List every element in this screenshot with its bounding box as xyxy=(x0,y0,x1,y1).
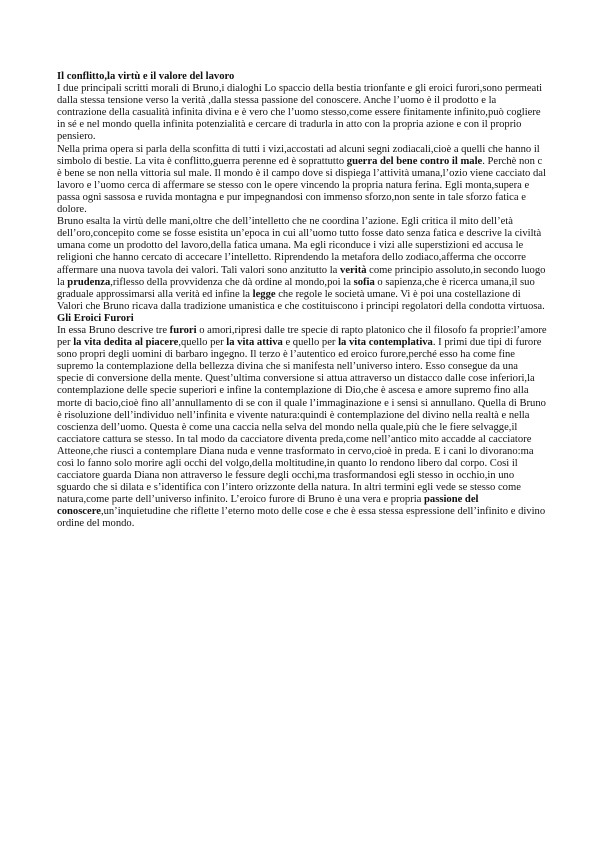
bold-run: furori xyxy=(169,324,197,336)
bold-run: la vita attiva xyxy=(226,337,283,349)
bold-run: legge xyxy=(252,288,276,300)
paragraph-intro: I due principali scritti morali di Bruno,i dialoghi Lo spaccio della bestia trionfante e gli eroici furori,sono permeati dalla stessa tensione verso la verità ,dalla stessa passione del conoscere. Anche l’uomo è il prodotto e la contrazione della casualità infinita divina e è vero che l’uomo stesso,come essere finitamente infinito,può cogliere in sé e nel mondo quella infinita potenzialità e cercare di tradurla in atto con la propria azione e con il proprio pensiero. xyxy=(57,83,543,143)
text-run: . I primi due tipi di furore sono propri degli uomini di barbaro ingegno. Il terzo è l’autentico ed eroico furore,perché esso ha come fine supremo la contemplazione della bellezza divina che si manifesta nell’universo intero. Esso consegue da una specie di conversione della mente. Quest’ultima conversione si attua attraverso un distacco dalle cose inferiori,la contemplazione delle specie superiori e infine la contemplazione di Dio,che è ascesa e amore supremo fino alla morte di bacio,cioè fino all’annullamento di se con il quale l’immaginazione e i sensi si annullano. Quella di Bruno è risoluzione dell’individuo nell’infinita e vivente natura:quindi è contemplazione del divino nella realtà e nella coscienza dell’uomo. Questa è come una caccia nella selva del mondo nella quale,più che le fiere selvagge,il cacciatore cattura se stesso. In tal modo da cacciatore diventa preda,come nell’antico mito accadde al cacciatore Atteone,che riuscì a contemplare Diana nuda e venne trasformato in cervo,cioè in preda. E i cani lo divorano:ma così lo fanno solo morire agli occhi del volgo,della moltitudine,in quanto lo rendono libero dal corpo. Così il cacciatore guarda Diana non attraverso le fessure degli occhi,ma trasformandosi egli stesso in occhio,in uno sguardo che si dilata e s’identifica con l’intero orizzonte della natura. In altri termini egli vede se stesso come natura,come parte dell’universo infinito. L’eroico furore di Bruno è una vera e propria xyxy=(57,337,546,506)
section-title-eroici-furori: Gli Eroici Furori xyxy=(57,312,134,324)
bold-run: passione del conoscere xyxy=(57,494,479,518)
text-run: . Perchè non c è bene se non nella vittoria sul male. Il mondo è il campo dove si dispiega l’attività umana,l’ozio viene cacciato dal lavoro e l’uomo cerca di affermare se stesso con le opere vincendo la propria natura ferina. Egli monta,supera e passa ogni sassosa e ruvida montagna e pur impegnandosi con immenso sforzo,non sente in tale sforzo fatica e dolore. xyxy=(57,155,546,216)
bold-run: guerra del bene contro il male xyxy=(346,155,483,167)
bold-run: sofia xyxy=(353,276,375,288)
text-run: In essa Bruno descrive tre xyxy=(57,324,170,336)
paragraph-furori xyxy=(57,325,547,531)
bold-run: prudenza xyxy=(67,276,111,288)
paragraph-spaccio xyxy=(57,144,547,217)
text-run: ,un’inquietudine che riflette l’eterno moto delle cose e che è essa stessa espressione dell’infinito e divino ordine del mondo. xyxy=(57,506,546,530)
text-run: o sapienza,che è ricerca umana,il suo graduale approssimarsi alla verità ed infine la xyxy=(57,276,535,300)
text-run: che regole le società umane. Vi è poi una costellazione di Valori che Bruno ricava dalla tradizione umanistica e che costituiscono i principi regolatori della condotta virtuosa. xyxy=(57,288,545,312)
text-run: e quello per xyxy=(282,337,339,349)
paragraph-valori xyxy=(57,216,547,313)
text-run: ,riflesso della provvidenza che dà ordine al mondo,poi la xyxy=(110,276,354,288)
text-run: Nella prima opera si parla della sconfitta di tutti i vizi,accostati ad alcuni segni zodiacali,cioè a quelli che hanno il simbolo di bestie. La vita è conflitto,guerra perenne ed è soprattutto xyxy=(57,143,540,167)
bold-run: la vita contemplativa xyxy=(338,337,433,349)
text-run: o amori,ripresi dalle tre specie di rapto platonico che il filosofo fa proprie:l’amore per xyxy=(57,324,547,349)
text-run: come principio assoluto,in secondo luogo la xyxy=(57,264,546,288)
bold-run: verità xyxy=(340,264,367,276)
bold-run: la vita dedita al piacere xyxy=(73,337,179,349)
text-run: Bruno esalta la virtù delle mani,oltre che dell’intelletto che ne coordina l’azione. Egli critica il mito dell’età dell’oro,concepito come se fosse esistita un’epoca in cui all’uomo tutto fosse dato senza fatica e descrive la civiltà umana come un prodotto del lavoro,della fatica umana. Ma egli riconduce i vizi alle superstizioni ed accusa le religioni che hanno cercato di accecare l’intelletto. Riprendendo la metafora dello zodiaco,afferma che occorre affermare una nuova tavola dei valori. Tali valori sono anzitutto la xyxy=(57,216,542,276)
document-page xyxy=(57,71,547,531)
text-run: ,quello per xyxy=(178,337,227,349)
section-title-conflitto: Il conflitto,la virtù e il valore del lavoro xyxy=(57,71,235,82)
